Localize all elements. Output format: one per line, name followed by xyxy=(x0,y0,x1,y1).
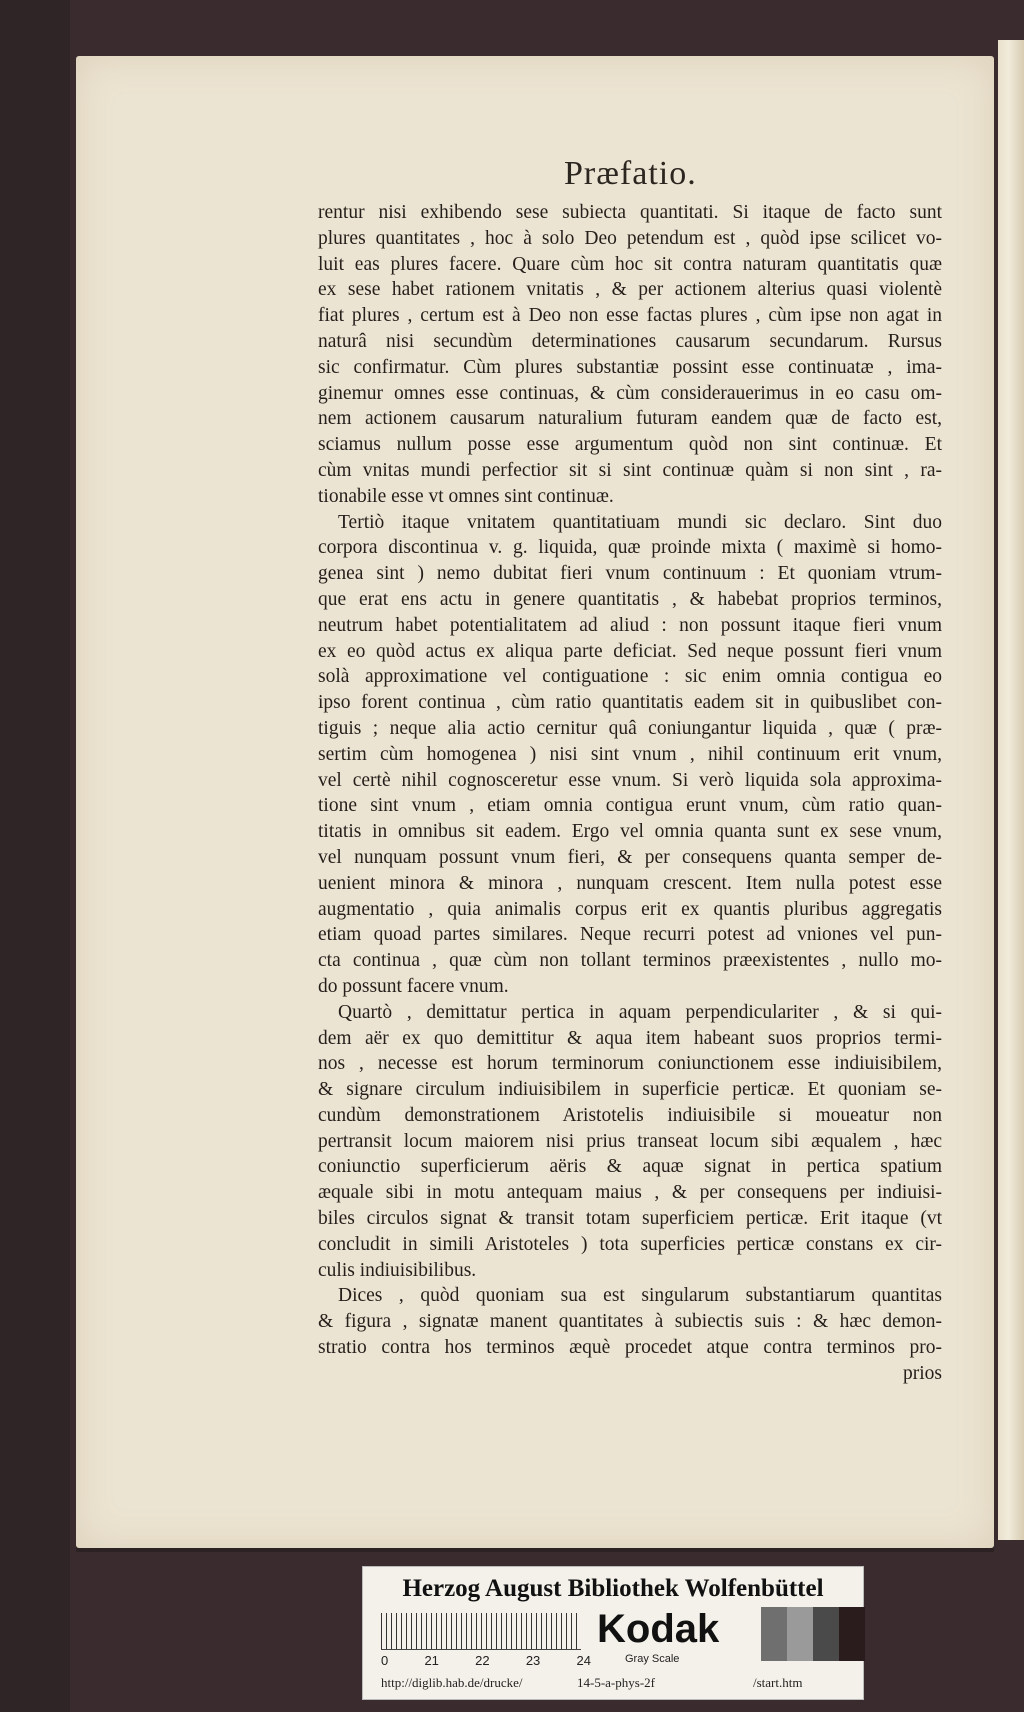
text-line: ginemur omnes esse continuas, & cùm considerauerimus in eo casu om- xyxy=(318,382,942,404)
text-line: nem actionem causarum naturalium futuram eandem quæ de facto est, xyxy=(318,408,942,430)
text-line: ipso forent continua , cùm ratio quantitatis eadem sit in quibuslibet con- xyxy=(318,692,942,714)
text-line: cùm vnitas mundi perfectior sit si sint continuæ quàm si non sint , ra- xyxy=(318,459,942,481)
text-line: sic confirmatur. Cùm plures substantiæ possint esse continuatæ , ima- xyxy=(318,356,942,378)
text-line: vel nunquam possunt vnum fieri, & per consequens quanta semper de- xyxy=(318,846,942,868)
text-line: dem aër ex quo demittitur & aqua item habeant suos proprios termi- xyxy=(318,1027,942,1049)
text-line: ex sese habet rationem vnitatis , & per actionem alterius quasi violentè xyxy=(318,279,942,301)
text-line: & signare circulum indiuisibilem in superficie perticæ. Et quoniam se- xyxy=(318,1079,942,1101)
text-line: biles circulos signat & transit totam superficiem perticæ. Erit itaque (vt xyxy=(318,1208,942,1230)
text-line: stratio contra hos terminos æquè procedet atque contra terminos pro- xyxy=(318,1337,942,1359)
text-line: augmentatio , quia animalis corpus erit ex quantis pluribus aggregatis xyxy=(318,898,942,920)
text-line: pertransit locum maiorem nisi prius transeat locum sibi æqualem , hæc xyxy=(318,1130,942,1152)
text-line: coniunctio superficierum aëris & aquæ signat in pertica spatium xyxy=(318,1156,942,1178)
text-line: concludit in simili Aristoteles ) tota superficies perticæ constans ex cir- xyxy=(318,1233,942,1255)
book-binding-left xyxy=(0,0,70,1712)
text-line: tionabile esse vt omnes sint continuæ. xyxy=(318,485,614,507)
text-line: Quartò , demittatur pertica in aquam perpendiculariter , & si qui- xyxy=(338,1001,942,1023)
gray-swatch xyxy=(839,1607,865,1661)
page-title: Præfatio. xyxy=(564,155,697,192)
scale-number: 22 xyxy=(475,1653,490,1668)
text-line: uenient minora & minora , nunquam crescent. Item nulla potest esse xyxy=(318,872,942,894)
url-part-id: 14-5-a-phys-2f xyxy=(577,1675,655,1690)
gray-scale-label: Gray Scale xyxy=(625,1653,680,1665)
text-line: æquale sibi in motu antequam maius , & per consequens per indiuisi- xyxy=(318,1182,942,1204)
scale-number: 23 xyxy=(525,1653,541,1668)
url-part-base: http://diglib.hab.de/drucke/ xyxy=(381,1675,523,1690)
gray-swatches xyxy=(761,1607,865,1661)
text-line: corpora discontinua v. g. liquida, quæ proinde mixta ( maximè si homo- xyxy=(318,537,942,559)
page-text-body xyxy=(318,200,942,1387)
text-line: plures quantitates , hoc à solo Deo petendum est , quòd ipse scilicet vo- xyxy=(318,227,942,249)
gray-swatch xyxy=(787,1607,813,1661)
catchword: prios xyxy=(903,1362,942,1384)
text-line: ex eo quòd actus ex aliqua parte deficiat. Sed neque possunt fieri vnum xyxy=(318,640,942,662)
text-line: que erat ens actu in genere quantitatis , & habebat proprios terminos, xyxy=(318,588,942,610)
text-line: naturâ nisi secundùm determinationes causarum secundarum. Rursus xyxy=(318,330,942,352)
kodak-logo: Kodak xyxy=(597,1607,720,1651)
text-line: tione sint vnum , etiam omnia contigua erunt vnum, cùm ratio quan- xyxy=(318,795,942,817)
text-line: solà approximatione vel contiguatione : sic enim omnia contigua eo xyxy=(318,666,942,688)
scale-number: 21 xyxy=(424,1653,439,1668)
text-line: nos , necesse est horum terminorum coniunctionem esse indiuisibilem, xyxy=(318,1053,942,1075)
text-line: titatis in omnibus sit eadem. Ergo vel omnia quanta sunt ex sese vnum, xyxy=(318,821,942,843)
text-line: tiguis ; neque alia actio cernitur quâ coniungantur liquida , quæ ( præ- xyxy=(318,717,942,739)
gray-swatch xyxy=(813,1607,839,1661)
text-line: culis indiuisibilibus. xyxy=(318,1259,477,1281)
scale-ruler xyxy=(381,1613,581,1650)
scale-number: 0 xyxy=(381,1653,389,1668)
book-page-edge-right xyxy=(998,40,1024,1540)
gray-swatch xyxy=(761,1607,787,1661)
text-line: luit eas plures facere. Quare cùm hoc sit contra naturam quantitatis quæ xyxy=(318,253,942,275)
institution-name: Herzog August Bibliothek Wolfenbüttel xyxy=(402,1575,824,1602)
scale-numbers xyxy=(381,1653,591,1668)
url-part-start: /start.htm xyxy=(753,1675,803,1690)
text-line: & figura , signatæ manent quantitates à subiectis suis : & hæc demon- xyxy=(318,1311,942,1333)
text-line: etiam quoad partes similares. Neque recurri potest ad vniones vel pun- xyxy=(318,924,942,946)
text-line: cta continua , quæ cùm non tollant terminos præexistentes , nullo mo- xyxy=(318,950,942,972)
source-url xyxy=(363,1671,863,1695)
text-line: cundùm demonstrationem Aristotelis indiuisibile si moueatur non xyxy=(318,1104,942,1126)
text-line: rentur nisi exhibendo sese subiecta quantitati. Si itaque de facto sunt xyxy=(318,202,942,223)
text-line: neutrum habet potentialitatem ad aliud : non possunt itaque fieri vnum xyxy=(318,614,942,636)
text-line: fiat plures , certum est à Deo non esse factas plures , cùm ipse non agat in xyxy=(318,305,942,327)
text-line: genea sint ) nemo dubitat fieri vnum continuum : Et quoniam vtrum- xyxy=(318,563,942,585)
library-color-bar xyxy=(362,1566,864,1700)
text-line: do possunt facere vnum. xyxy=(318,975,509,997)
text-line: sciamus nullum posse esse argumentum quòd non sint continuæ. Et xyxy=(318,434,942,456)
text-line: Tertiò itaque vnitatem quantitatiuam mundi sic declaro. Sint duo xyxy=(338,511,942,533)
text-line: vel certè nihil cognosceretur esse vnum. Si verò liquida sola approxima- xyxy=(318,769,942,791)
scale-number: 24 xyxy=(576,1653,591,1668)
text-line: Dices , quòd quoniam sua est singularum substantiarum quantitas xyxy=(338,1285,942,1307)
text-line: sertim cùm homogenea ) nisi sint vnum , nihil continuum erit vnum, xyxy=(318,743,942,765)
